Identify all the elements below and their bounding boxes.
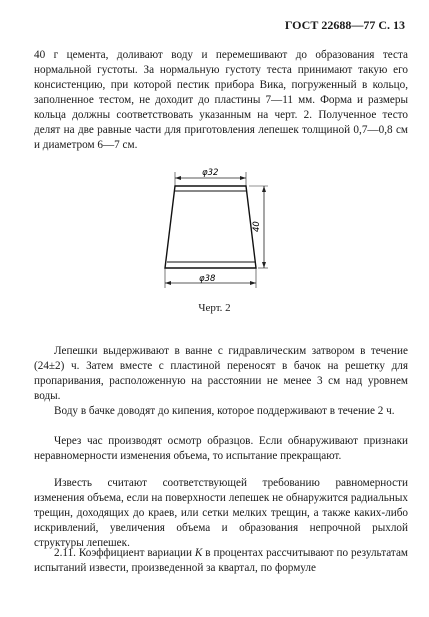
variation-symbol: K xyxy=(194,547,203,559)
paragraph-6 xyxy=(34,546,408,576)
bottom-diameter-label: φ38 xyxy=(199,274,216,284)
ring-outline xyxy=(165,186,256,268)
height-label: 40 xyxy=(252,221,262,232)
paragraph-5: Известь считают соответствующей требованию равномерности изменения объема, если на поверхности лепешек не обнаружится радиальных трещин, доходящих до краев, или сетки мелких трещин, а также каких-либо искривлений, увеличения объема и образования непрочной рыхлой структуры лепешек. xyxy=(34,477,408,549)
paragraph-6-suffix: в процентах рассчитывают по результатам испытаний извести, произведенной за квартал, по формуле xyxy=(34,547,408,574)
paragraph-1: 40 г цемента, доливают воду и перемешивают до образования теста нормальной густоты. За нормальную густоту теста принимают такую его консистенцию, при которой пестик прибора Вика, погруженный в кольцо, заполненное тестом, не доходит до пластины 7—11 мм. Форма и размеры кольца должны соответствовать указанным на черт. 2. Полученное тесто делят на две равные части для приготовления лепешек толщиной 0,7—0,8 см и диаметром 6—7 см. xyxy=(34,49,408,151)
top-diameter-label: φ32 xyxy=(202,168,219,178)
figure-caption: Черт. 2 xyxy=(198,302,231,314)
paragraph-2: Лепешки выдерживают в ванне с гидравлическим затвором в течение (24±2) ч. Затем вместе с пластиной переносят в бачок на решетку для пропаривания, расположенную на расстоянии не менее 3 см над уровнем воды. xyxy=(34,345,408,402)
paragraph-4: Через час производят осмотр образцов. Если обнаруживают признаки неравномерности изменения объема, то испытание прекращают. xyxy=(34,435,408,462)
page-header: ГОСТ 22688—77 С. 13 xyxy=(284,18,405,32)
ring-drawing xyxy=(0,0,429,300)
paragraph-6-prefix: 2.11. Коэффициент вариации xyxy=(54,547,195,559)
paragraph-3: Воду в бачке доводят до кипения, которое поддерживают в течение 2 ч. xyxy=(54,405,395,417)
